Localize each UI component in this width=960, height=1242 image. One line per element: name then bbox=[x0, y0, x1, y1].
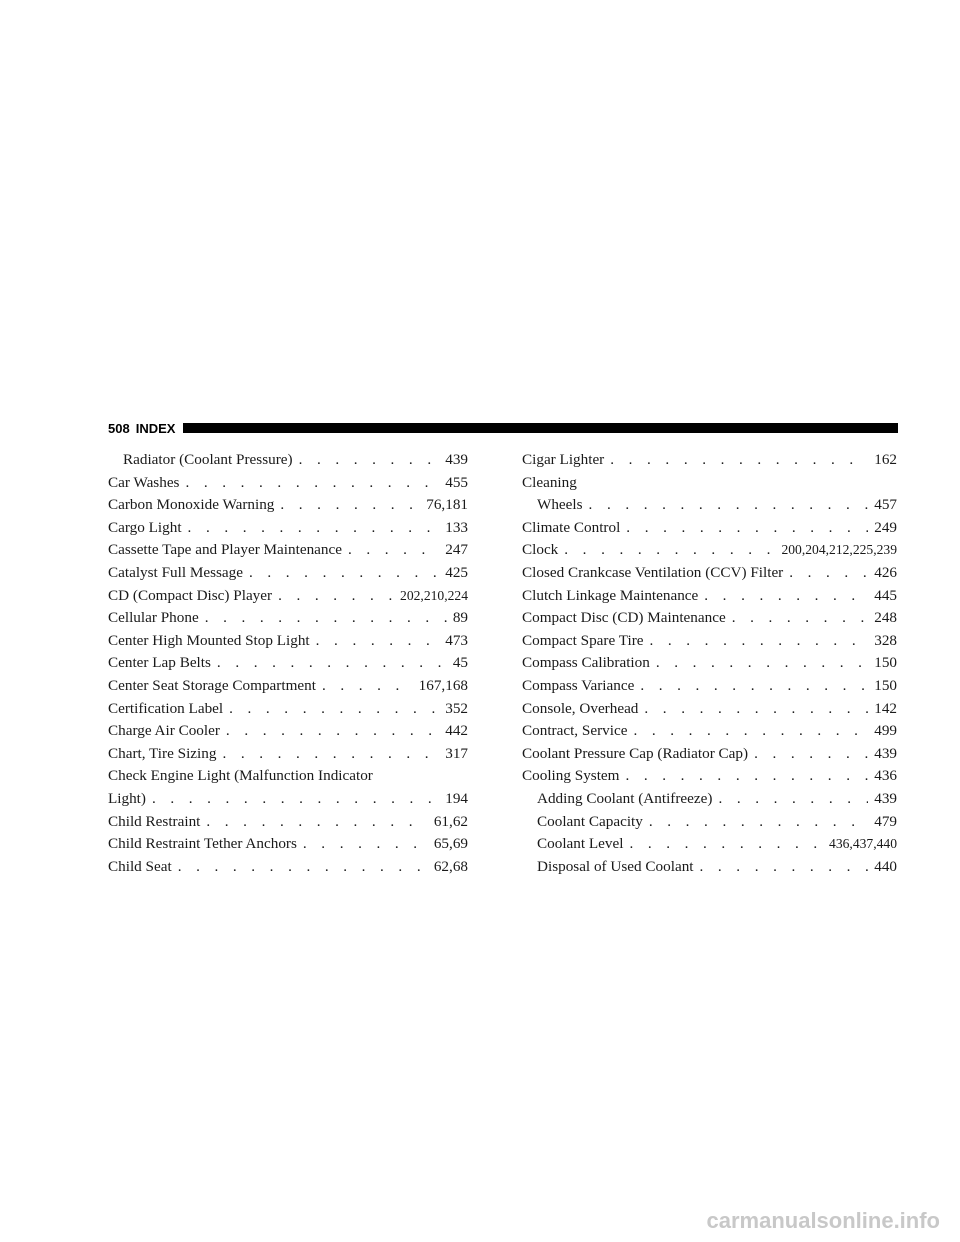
dot-leader bbox=[649, 811, 868, 834]
entry-label: Cargo Light bbox=[108, 518, 182, 536]
entry-label: Child Seat bbox=[108, 857, 172, 875]
entry-pages: 455 bbox=[445, 473, 468, 491]
dot-leader bbox=[299, 449, 440, 472]
entry-label: Center High Mounted Stop Light bbox=[108, 631, 310, 649]
entry-pages: 249 bbox=[874, 518, 897, 536]
entry-pages: 61,62 bbox=[433, 812, 468, 830]
entry-pages: 76,181 bbox=[426, 496, 468, 514]
entry-label: Center Lap Belts bbox=[108, 654, 211, 672]
entry-label: Cellular Phone bbox=[108, 609, 199, 627]
entry-pages: 473 bbox=[445, 631, 468, 649]
index-entry bbox=[108, 539, 468, 562]
entry-pages: 247 bbox=[445, 541, 468, 559]
dot-leader bbox=[222, 743, 439, 766]
dot-leader bbox=[644, 698, 868, 721]
entry-label: Contract, Service bbox=[522, 722, 628, 740]
entry-label: Light) bbox=[108, 789, 146, 807]
entry-label: Wheels bbox=[537, 496, 583, 514]
entry-pages: 425 bbox=[445, 563, 468, 581]
entry-label: Car Washes bbox=[108, 473, 180, 491]
entry-label: Clock bbox=[522, 541, 559, 559]
index-entry bbox=[108, 562, 468, 585]
index-entry bbox=[108, 698, 468, 721]
entry-pages: 133 bbox=[445, 518, 468, 536]
entry-pages: 439 bbox=[874, 744, 897, 762]
entry-pages: 426 bbox=[874, 563, 897, 581]
index-entry bbox=[522, 494, 897, 517]
entry-pages: 439 bbox=[445, 451, 468, 468]
dot-leader bbox=[348, 539, 439, 562]
index-column-left bbox=[108, 449, 468, 878]
entry-label: Charge Air Cooler bbox=[108, 722, 220, 740]
dot-leader bbox=[640, 675, 868, 698]
entry-label: Climate Control bbox=[522, 518, 621, 536]
entry-pages: 248 bbox=[874, 609, 897, 627]
entry-pages: 499 bbox=[874, 722, 897, 740]
section-title: INDEX bbox=[135, 420, 176, 436]
entry-pages: 45 bbox=[452, 654, 468, 672]
entry-label: Cigar Lighter bbox=[522, 451, 605, 468]
entry-label: Cooling System bbox=[522, 767, 620, 785]
entry-label: Coolant Capacity bbox=[537, 812, 643, 830]
entry-pages: 65,69 bbox=[433, 835, 468, 853]
entry-label: Compass Variance bbox=[522, 676, 635, 694]
index-entry bbox=[108, 472, 468, 495]
entry-label: Coolant Level bbox=[537, 835, 624, 853]
index-entry bbox=[108, 449, 468, 472]
entry-label: Child Restraint Tether Anchors bbox=[108, 835, 297, 853]
dot-leader bbox=[589, 494, 869, 517]
entry-pages: 479 bbox=[874, 812, 897, 830]
index-entry bbox=[522, 856, 897, 879]
index-entry bbox=[522, 652, 897, 675]
entry-label: Center Seat Storage Compartment bbox=[108, 676, 316, 694]
dot-leader bbox=[316, 630, 440, 653]
entry-pages: 352 bbox=[445, 699, 468, 717]
entry-pages: 200,204,212,225,239 bbox=[781, 542, 897, 558]
entry-pages: 328 bbox=[874, 631, 897, 649]
dot-leader bbox=[188, 517, 440, 540]
index-entry bbox=[522, 743, 897, 766]
dot-leader bbox=[249, 562, 439, 585]
entry-label: Compact Disc (CD) Maintenance bbox=[522, 609, 726, 627]
entry-label: Child Restraint bbox=[108, 812, 201, 830]
index-entry bbox=[522, 517, 897, 540]
index-entry bbox=[522, 607, 897, 630]
index-entry bbox=[522, 630, 897, 653]
dot-leader bbox=[789, 562, 868, 585]
dot-leader bbox=[152, 788, 439, 811]
entry-pages: 317 bbox=[445, 744, 468, 762]
index-entry bbox=[108, 833, 468, 856]
dot-leader bbox=[754, 743, 868, 766]
dot-leader bbox=[633, 720, 868, 743]
dot-leader bbox=[303, 833, 428, 856]
entry-pages: 202,210,224 bbox=[400, 587, 468, 603]
index-entry bbox=[522, 765, 897, 788]
entry-label: Chart, Tire Sizing bbox=[108, 744, 217, 762]
dot-leader bbox=[650, 630, 869, 653]
index-entry bbox=[108, 743, 468, 766]
watermark: carmanualsonline.info bbox=[706, 1208, 940, 1233]
dot-leader bbox=[629, 833, 823, 856]
entry-label: Radiator (Coolant Pressure) bbox=[123, 451, 293, 468]
entry-label: CD (Compact Disc) Player bbox=[108, 586, 273, 604]
entry-pages: 457 bbox=[874, 496, 897, 514]
entry-pages: 167,168 bbox=[418, 676, 468, 694]
index-entry bbox=[108, 517, 468, 540]
entry-label: Catalyst Full Message bbox=[108, 563, 243, 581]
entry-label: Clutch Linkage Maintenance bbox=[522, 586, 699, 604]
dot-leader bbox=[278, 585, 394, 608]
entry-label: Console, Overhead bbox=[522, 699, 639, 717]
entry-pages: 436,437,440 bbox=[829, 836, 897, 852]
entry-pages: 162 bbox=[874, 451, 897, 468]
entry-pages: 150 bbox=[874, 676, 897, 694]
index-entry bbox=[108, 856, 468, 879]
index-entry bbox=[522, 720, 897, 743]
index-entry bbox=[108, 675, 468, 698]
index-entry bbox=[108, 494, 468, 517]
entry-label: Carbon Monoxide Warning bbox=[108, 496, 275, 514]
entry-label: Check Engine Light (Malfunction Indicator bbox=[108, 767, 373, 785]
entry-pages: 440 bbox=[874, 857, 897, 875]
index-entry bbox=[522, 585, 897, 608]
entry-pages: 150 bbox=[874, 654, 897, 672]
index-entry bbox=[108, 720, 468, 743]
index-entry bbox=[522, 449, 897, 472]
page-number: 508 bbox=[108, 420, 130, 436]
entry-label: Cleaning bbox=[522, 473, 577, 491]
dot-leader bbox=[229, 698, 439, 721]
index-entry bbox=[522, 472, 897, 495]
entry-pages: 62,68 bbox=[433, 857, 468, 875]
index-entry bbox=[108, 765, 468, 788]
entry-label: Cassette Tape and Player Maintenance bbox=[108, 541, 342, 559]
entry-label: Compact Spare Tire bbox=[522, 631, 644, 649]
dot-leader bbox=[280, 494, 420, 517]
header-rule bbox=[183, 423, 898, 433]
dot-leader bbox=[185, 472, 439, 495]
entry-pages: 445 bbox=[874, 586, 897, 604]
entry-label: Coolant Pressure Cap (Radiator Cap) bbox=[522, 744, 749, 762]
index-entry bbox=[522, 675, 897, 698]
entry-label: Disposal of Used Coolant bbox=[537, 857, 694, 875]
dot-leader bbox=[610, 449, 868, 472]
entry-pages: 89 bbox=[452, 609, 468, 627]
entry-label: Compass Calibration bbox=[522, 654, 650, 672]
dot-leader bbox=[217, 652, 447, 675]
index-entry bbox=[522, 562, 897, 585]
dot-leader bbox=[718, 788, 868, 811]
index-entry bbox=[108, 585, 468, 608]
index-entry bbox=[522, 833, 897, 856]
dot-leader bbox=[322, 675, 413, 698]
entry-label: Adding Coolant (Antifreeze) bbox=[537, 789, 713, 807]
entry-pages: 439 bbox=[874, 789, 897, 807]
dot-leader bbox=[700, 856, 869, 879]
index-entry bbox=[522, 788, 897, 811]
index-entry bbox=[108, 652, 468, 675]
index-entry bbox=[108, 811, 468, 834]
dot-leader bbox=[626, 517, 868, 540]
dot-leader bbox=[656, 652, 868, 675]
entry-label: Closed Crankcase Ventilation (CCV) Filter bbox=[522, 563, 784, 581]
index-entry bbox=[108, 788, 468, 811]
dot-leader bbox=[625, 765, 868, 788]
entry-pages: 142 bbox=[874, 699, 897, 717]
dot-leader bbox=[704, 585, 868, 608]
dot-leader bbox=[178, 856, 428, 879]
index-entry bbox=[108, 607, 468, 630]
dot-leader bbox=[732, 607, 869, 630]
entry-pages: 436 bbox=[874, 767, 897, 785]
entry-pages: 442 bbox=[445, 722, 468, 740]
index-column-right bbox=[522, 449, 897, 878]
index-entry bbox=[522, 698, 897, 721]
page-header bbox=[108, 418, 898, 438]
dot-leader bbox=[206, 811, 427, 834]
entry-pages: 194 bbox=[445, 789, 468, 807]
dot-leader bbox=[205, 607, 447, 630]
index-entry bbox=[108, 630, 468, 653]
entry-label: Certification Label bbox=[108, 699, 224, 717]
index-entry bbox=[522, 539, 897, 562]
index-entry bbox=[522, 811, 897, 834]
dot-leader bbox=[226, 720, 439, 743]
dot-leader bbox=[564, 539, 775, 562]
